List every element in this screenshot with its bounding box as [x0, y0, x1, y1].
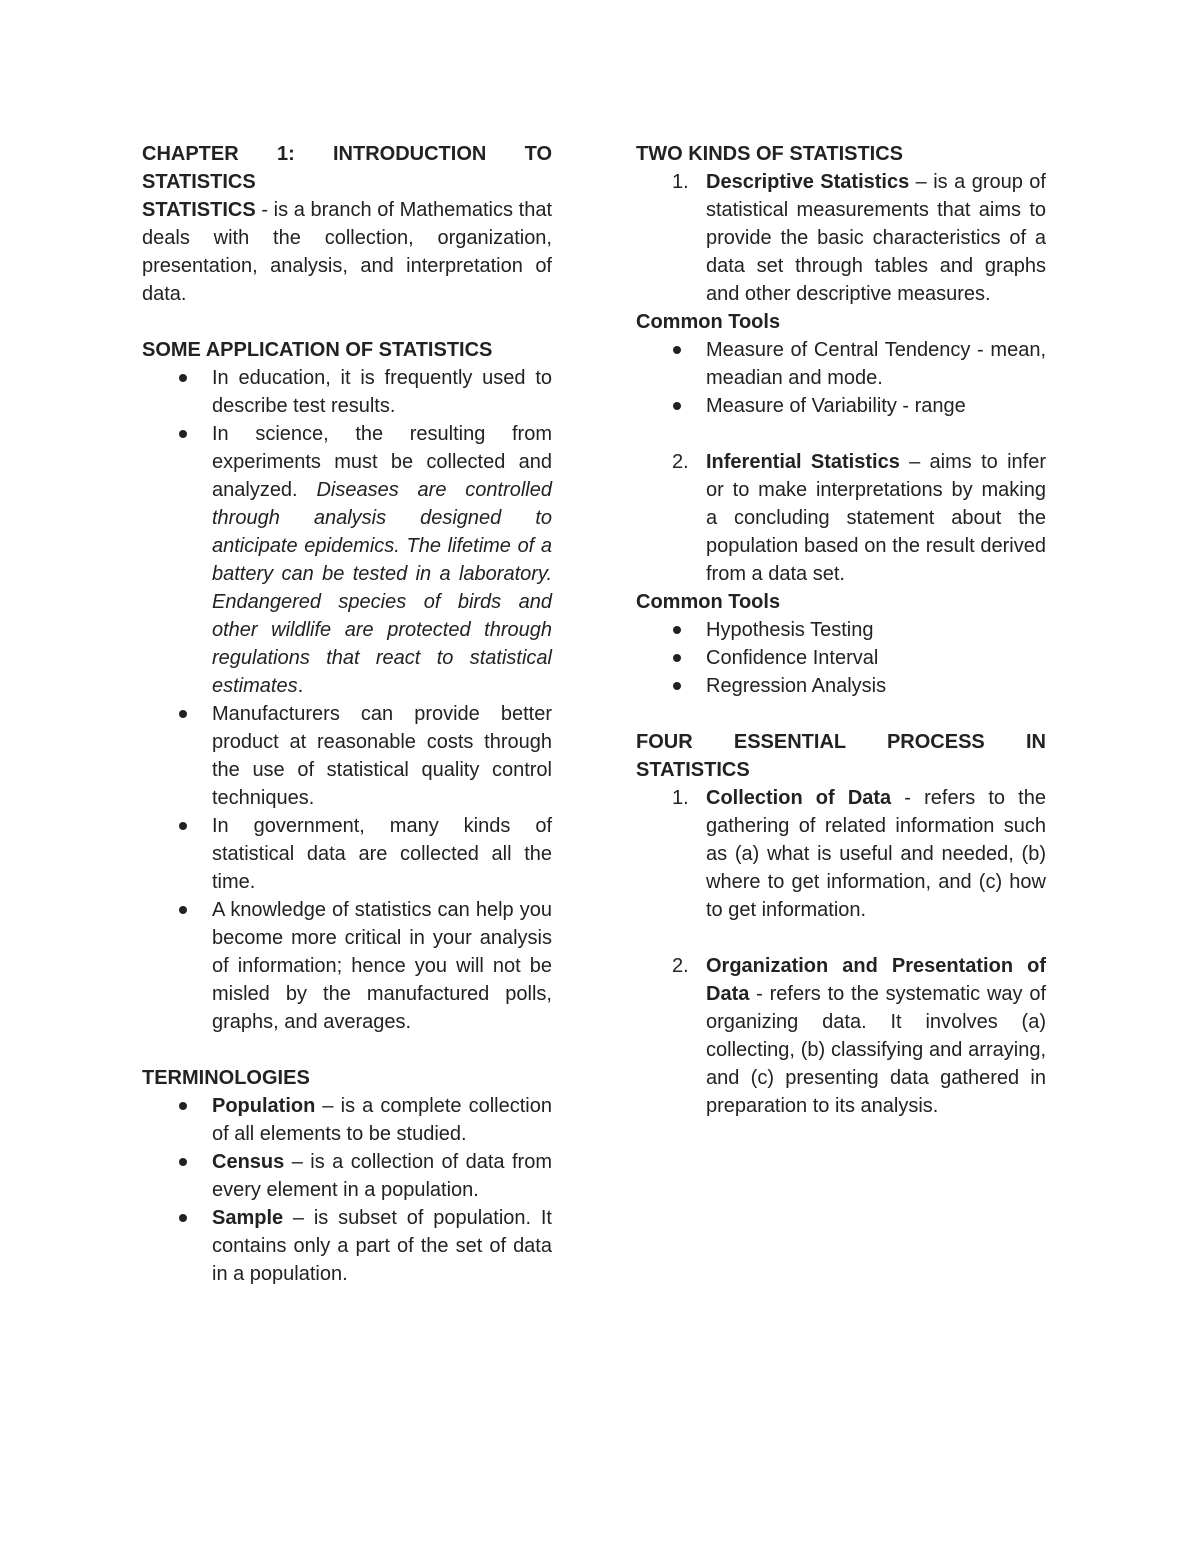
list-item: Census – is a collection of data from every element in a population.	[142, 1148, 552, 1204]
process-list-1	[636, 784, 1046, 924]
common-tools-label: Common Tools	[636, 591, 781, 613]
kinds-heading: TWO KINDS OF STATISTICS	[636, 143, 904, 165]
definition-term: STATISTICS	[142, 199, 256, 221]
process-heading-line1: FOUR ESSENTIAL PROCESS IN	[636, 731, 1046, 753]
list-item: Sample – is subset of population. It contains only a part of the set of data in a population.	[142, 1204, 552, 1288]
list-item: 2. Organization and Presentation of Data - refers to the systematic way of organizing data. It involves (a) collecting, (b) classifying and arraying, and (c) presenting data gathered in preparation to its analysis.	[672, 955, 1046, 1117]
chapter-title-line1: CHAPTER 1: INTRODUCTION TO	[142, 143, 552, 165]
kinds-list-2	[636, 448, 1046, 588]
list-item: Manufacturers can provide better product at reasonable costs through the use of statistical quality control techniques.	[142, 700, 552, 812]
list-item: Measure of Central Tendency - mean, meadian and mode.	[636, 336, 1046, 392]
process-list-2	[636, 952, 1046, 1120]
list-item: In education, it is frequently used to describe test results.	[142, 364, 552, 420]
terminologies-list	[142, 1092, 552, 1288]
common-tools-label: Common Tools	[636, 311, 781, 333]
applications-list	[142, 364, 552, 1036]
chapter-title-line2: STATISTICS	[142, 171, 256, 193]
list-item: Hypothesis Testing	[636, 616, 1046, 644]
kinds-list-1	[636, 168, 1046, 308]
list-item: Measure of Variability - range	[636, 392, 1046, 420]
process-heading-line2: STATISTICS	[636, 759, 750, 781]
applications-heading: SOME APPLICATION OF STATISTICS	[142, 339, 493, 361]
statistics-definition	[142, 196, 552, 308]
kind1-tools-list	[636, 336, 1046, 420]
definition-text: - is a branch of Mathematics that deals with the collection, organization, presentation, analysis, and interpretation of data.	[142, 199, 552, 305]
list-item: Population – is a complete collection of all elements to be studied.	[142, 1092, 552, 1148]
list-item: A knowledge of statistics can help you become more critical in your analysis of information; hence you will not be misled by the manufactured polls, graphs, and averages.	[142, 896, 552, 1036]
list-item: 1. Descriptive Statistics – is a group of statistical measurements that aims to provide the basic characteristics of a data set through tables and graphs and other descriptive measures.	[672, 171, 1046, 305]
left-column	[142, 140, 552, 1288]
list-item: 1. Collection of Data - refers to the gathering of related information such as (a) what is useful and needed, (b) where to get information, and (c) how to get information.	[672, 787, 1046, 921]
list-item: In government, many kinds of statistical data are collected all the time.	[142, 812, 552, 896]
list-item: Regression Analysis	[636, 672, 1046, 700]
list-item: 2. Inferential Statistics – aims to infer or to make interpretations by making a concluding statement about the population based on the result derived from a data set.	[672, 451, 1046, 585]
kind2-tools-list	[636, 616, 1046, 700]
list-item: Confidence Interval	[636, 644, 1046, 672]
terminologies-heading: TERMINOLOGIES	[142, 1067, 310, 1089]
list-item: In science, the resulting from experiments must be collected and analyzed. Diseases are controlled through analysis designed to anticipate epidemics. The lifetime of a battery can be tested in a laboratory. Endangered species of birds and other wildlife are protected through regulations that react to statistical estimates.	[142, 420, 552, 700]
right-column	[636, 140, 1046, 1120]
